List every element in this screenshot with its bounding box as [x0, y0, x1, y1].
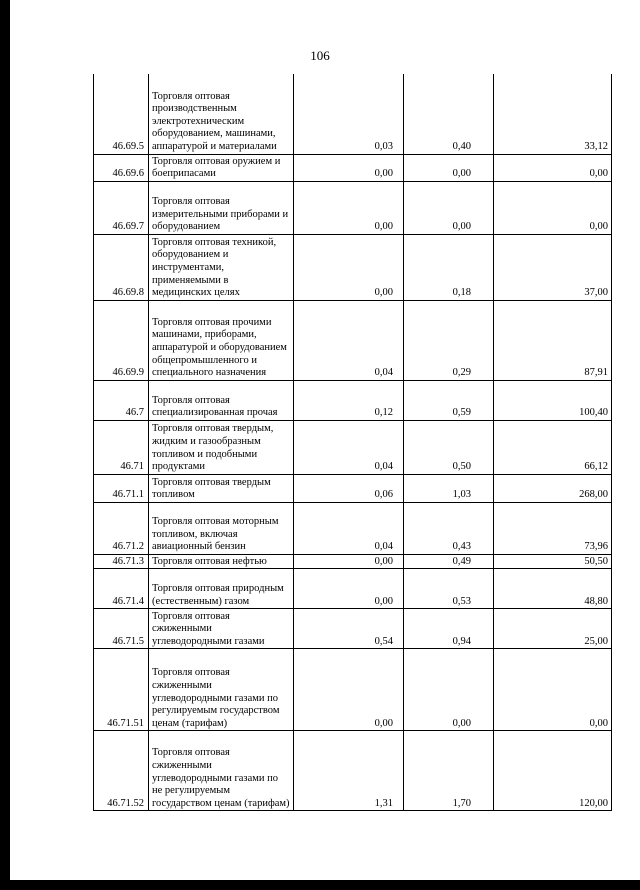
- row-code: 46.71: [94, 420, 149, 474]
- row-code: 46.69.7: [94, 181, 149, 234]
- table-row: [94, 502, 612, 554]
- row-value-3: 73,96: [494, 502, 612, 554]
- row-name: Торговля оптовая природным (естественным) газом: [149, 569, 294, 609]
- row-value-3: 268,00: [494, 474, 612, 502]
- table-row: [94, 234, 612, 300]
- row-value-1: 0,00: [294, 554, 404, 569]
- row-value-3: 0,00: [494, 649, 612, 731]
- row-value-2: 0,49: [404, 554, 494, 569]
- row-name: Торговля оптовая прочими машинами, приборами, аппаратурой и оборудованием общепромышленного и специального назначения: [149, 300, 294, 380]
- row-value-3: 50,50: [494, 554, 612, 569]
- table-row: [94, 569, 612, 609]
- row-value-2: 1,70: [404, 731, 494, 811]
- row-value-1: 0,06: [294, 474, 404, 502]
- row-value-1: 0,00: [294, 569, 404, 609]
- row-code: 46.71.3: [94, 554, 149, 569]
- row-value-1: 1,31: [294, 731, 404, 811]
- table-row: [94, 649, 612, 731]
- row-code: 46.71.52: [94, 731, 149, 811]
- row-value-3: 120,00: [494, 731, 612, 811]
- table-row: [94, 74, 612, 154]
- row-name: Торговля оптовая нефтью: [149, 554, 294, 569]
- row-code: 46.71.1: [94, 474, 149, 502]
- row-value-3: 37,00: [494, 234, 612, 300]
- row-name: Торговля оптовая моторным топливом, включая авиационный бензин: [149, 502, 294, 554]
- row-value-1: 0,00: [294, 234, 404, 300]
- row-value-3: 25,00: [494, 609, 612, 649]
- row-value-3: 0,00: [494, 181, 612, 234]
- row-code: 46.69.8: [94, 234, 149, 300]
- scan-edge-bottom: [0, 880, 640, 890]
- row-code: 46.71.5: [94, 609, 149, 649]
- row-value-1: 0,04: [294, 300, 404, 380]
- row-name: Торговля оптовая производственным электротехническим оборудованием, машинами, аппаратурой и материалами: [149, 74, 294, 154]
- row-value-1: 0,00: [294, 154, 404, 181]
- row-value-3: 87,91: [494, 300, 612, 380]
- row-value-2: 0,00: [404, 154, 494, 181]
- row-value-1: 0,04: [294, 502, 404, 554]
- row-name: Торговля оптовая сжиженными углеводородными газами по регулируемым государством ценам (тарифам): [149, 649, 294, 731]
- row-value-3: 66,12: [494, 420, 612, 474]
- row-value-3: 33,12: [494, 74, 612, 154]
- row-value-3: 0,00: [494, 154, 612, 181]
- row-name: Торговля оптовая твердым топливом: [149, 474, 294, 502]
- table-row: [94, 554, 612, 569]
- row-value-3: 48,80: [494, 569, 612, 609]
- data-table: [93, 74, 612, 811]
- table-row: [94, 731, 612, 811]
- row-value-2: 1,03: [404, 474, 494, 502]
- page-number: 106: [310, 48, 330, 63]
- row-name: Торговля оптовая измерительными приборами и оборудованием: [149, 181, 294, 234]
- table-row: [94, 380, 612, 420]
- table-row: [94, 420, 612, 474]
- row-value-1: 0,03: [294, 74, 404, 154]
- row-value-2: 0,18: [404, 234, 494, 300]
- row-value-2: 0,43: [404, 502, 494, 554]
- row-value-1: 0,54: [294, 609, 404, 649]
- scan-edge-left: [0, 0, 10, 890]
- row-code: 46.69.5: [94, 74, 149, 154]
- table-row: [94, 609, 612, 649]
- row-value-2: 0,50: [404, 420, 494, 474]
- row-value-1: 0,12: [294, 380, 404, 420]
- row-value-2: 0,00: [404, 181, 494, 234]
- row-value-1: 0,00: [294, 181, 404, 234]
- row-name: Торговля оптовая техникой, оборудованием и инструментами, применяемыми в медицинских целях: [149, 234, 294, 300]
- table-row: [94, 474, 612, 502]
- row-value-2: 0,53: [404, 569, 494, 609]
- row-value-3: 100,40: [494, 380, 612, 420]
- row-value-2: 0,29: [404, 300, 494, 380]
- row-value-2: 0,94: [404, 609, 494, 649]
- table-row: [94, 300, 612, 380]
- row-name: Торговля оптовая оружием и боеприпасами: [149, 154, 294, 181]
- row-name: Торговля оптовая специализированная прочая: [149, 380, 294, 420]
- row-value-2: 0,40: [404, 74, 494, 154]
- row-code: 46.69.9: [94, 300, 149, 380]
- row-code: 46.7: [94, 380, 149, 420]
- row-name: Торговля оптовая твердым, жидким и газообразным топливом и подобными продуктами: [149, 420, 294, 474]
- row-value-2: 0,00: [404, 649, 494, 731]
- row-code: 46.71.2: [94, 502, 149, 554]
- row-value-2: 0,59: [404, 380, 494, 420]
- row-value-1: 0,04: [294, 420, 404, 474]
- row-code: 46.71.4: [94, 569, 149, 609]
- table-row: [94, 181, 612, 234]
- row-code: 46.71.51: [94, 649, 149, 731]
- table-row: [94, 154, 612, 181]
- row-name: Торговля оптовая сжиженными углеводородными газами: [149, 609, 294, 649]
- row-value-1: 0,00: [294, 649, 404, 731]
- row-name: Торговля оптовая сжиженными углеводородными газами по не регулируемым государством ценам (тарифам): [149, 731, 294, 811]
- row-code: 46.69.6: [94, 154, 149, 181]
